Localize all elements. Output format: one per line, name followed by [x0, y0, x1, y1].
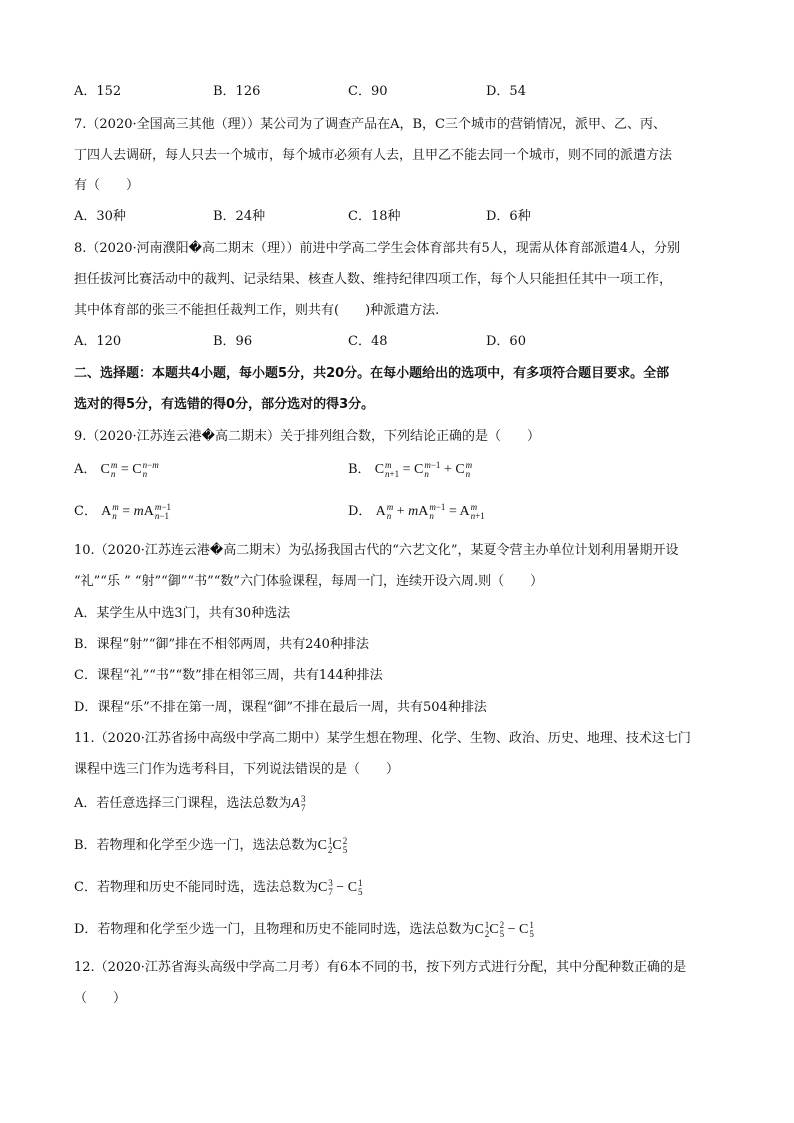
q11-option-a-text: A．若任意选择三门课程，选法总数为: [74, 796, 292, 811]
section2-heading-line1: 二、选择题：本题共4小题，每小题5分，共20分。在每小题给出的选项中，有多项符合题目要求。全部: [74, 366, 670, 381]
option-a: A．120: [74, 334, 122, 349]
option-b-label: B．: [348, 462, 371, 477]
q12-stem-line2: （ ）: [74, 991, 127, 1006]
q8-stem-line3: 其中体育部的张三不能担任裁判工作，则共有( )种派遣方法.: [74, 303, 440, 318]
option-b: [348, 458, 472, 479]
q7-stem-line3: 有（ ）: [74, 178, 140, 193]
q10-stem-line1: 10.（2020·江苏连云港�高二期末）为弘扬我国古代的“六艺文化”，某夏令营主办单位计划利用暑期开设: [74, 543, 679, 558]
q7-stem-line1: 7.（2020·全国高三其他（理））某公司为了调查产品在A，B，C三个城市的营销情况，派甲、乙、丙、: [74, 117, 667, 132]
q8-stem-line1: 8.（2020·河南濮阳�高二期末（理））前进中学高二学生会体育部共有5人，现需从体育部派遣4人，分别: [74, 241, 680, 256]
formula-d: C 1 2 C 2 5 − C 1 5: [474, 919, 534, 939]
q10-option-b: B．课程“射”“御”排在不相邻两周，共有240种排法: [74, 637, 369, 652]
q10-option-d: D．课程“乐”不排在第一周，课程“御”不排在最后一周，共有504种排法: [74, 700, 487, 715]
formula-a: A 3 7: [291, 793, 306, 813]
q9-stem: 9.（2020·江苏连云港�高二期末）关于排列组合数，下列结论正确的是（ ）: [74, 429, 540, 444]
option-a-label: A．: [74, 462, 97, 477]
option-c: C．48: [348, 334, 388, 349]
option-a: A．152: [74, 84, 122, 99]
option-d: D．6种: [486, 209, 531, 224]
formula-c: C 3 7 − C 1 5: [317, 877, 363, 897]
q11-option-a: [74, 792, 305, 813]
option-b: B．24种: [213, 209, 266, 224]
q11-option-d: [74, 918, 534, 939]
q11-option-b: [74, 834, 347, 855]
option-b: B．96: [213, 334, 253, 349]
q11-stem-line1: 11.（2020·江苏省扬中高级中学高二期中）某学生想在物理、化学、生物、政治、历史、地理、技术这七门: [74, 731, 691, 746]
q7-stem-line2: 丁四人去调研，每人只去一个城市，每个城市必须有人去，且甲乙不能去同一个城市，则不同的派遣方法: [74, 148, 673, 163]
formula-d: A m n + mA m−1 n = A m n+1: [375, 501, 485, 521]
q11-stem-line2: 课程中选三门作为选考科目，下列说法错误的是（ ）: [74, 762, 400, 777]
q8-stem-line2: 担任拔河比赛活动中的裁判、记录结果、核查人数、维持纪律四项工作，每个人只能担任其中一项工作，: [74, 272, 673, 287]
option-a: [74, 458, 159, 479]
option-c-label: C．: [74, 504, 97, 519]
option-d-label: D．: [348, 504, 372, 519]
q11-option-c: [74, 876, 363, 897]
q10-option-c: C．课程“礼”“书”“数”排在相邻三周，共有144种排法: [74, 668, 383, 683]
option-c: [74, 500, 171, 521]
section2-heading-line2: 选对的得5分，有选错的得0分，部分选对的得3分。: [74, 397, 375, 412]
formula-a: C m n = C n−m n: [100, 459, 159, 479]
option-b: B．126: [213, 84, 261, 99]
q10-stem-line2: “礼”“乐 ” “射”“御”“书”“数”六门体验课程，每周一门，连续开设六周.则（ ）: [74, 574, 544, 589]
option-c: C．90: [348, 84, 388, 99]
formula-c: A m n = mA m−1 n−1: [101, 501, 171, 521]
q11-option-b-text: B．若物理和化学至少选一门，选法总数为: [74, 838, 318, 853]
option-c: C．18种: [348, 209, 401, 224]
formula-b: C 1 2 C 2 5: [317, 835, 348, 855]
option-d: D．60: [486, 334, 526, 349]
formula-b: C m n+1 = C m−1 n + C m n: [374, 459, 473, 479]
q12-stem-line1: 12.（2020·江苏省海头高级中学高二月考）有6本不同的书，按下列方式进行分配，其中分配种数正确的是: [74, 960, 687, 975]
q11-option-c-text: C．若物理和历史不能同时选，选法总数为: [74, 880, 318, 895]
q10-option-a: A．某学生从中选3门，共有30种选法: [74, 606, 291, 621]
option-d: [348, 500, 485, 521]
q11-option-d-text: D．若物理和化学至少选一门，且物理和历史不能同时选，选法总数为: [74, 922, 475, 937]
option-d: D．54: [486, 84, 526, 99]
option-a: A．30种: [74, 209, 126, 224]
